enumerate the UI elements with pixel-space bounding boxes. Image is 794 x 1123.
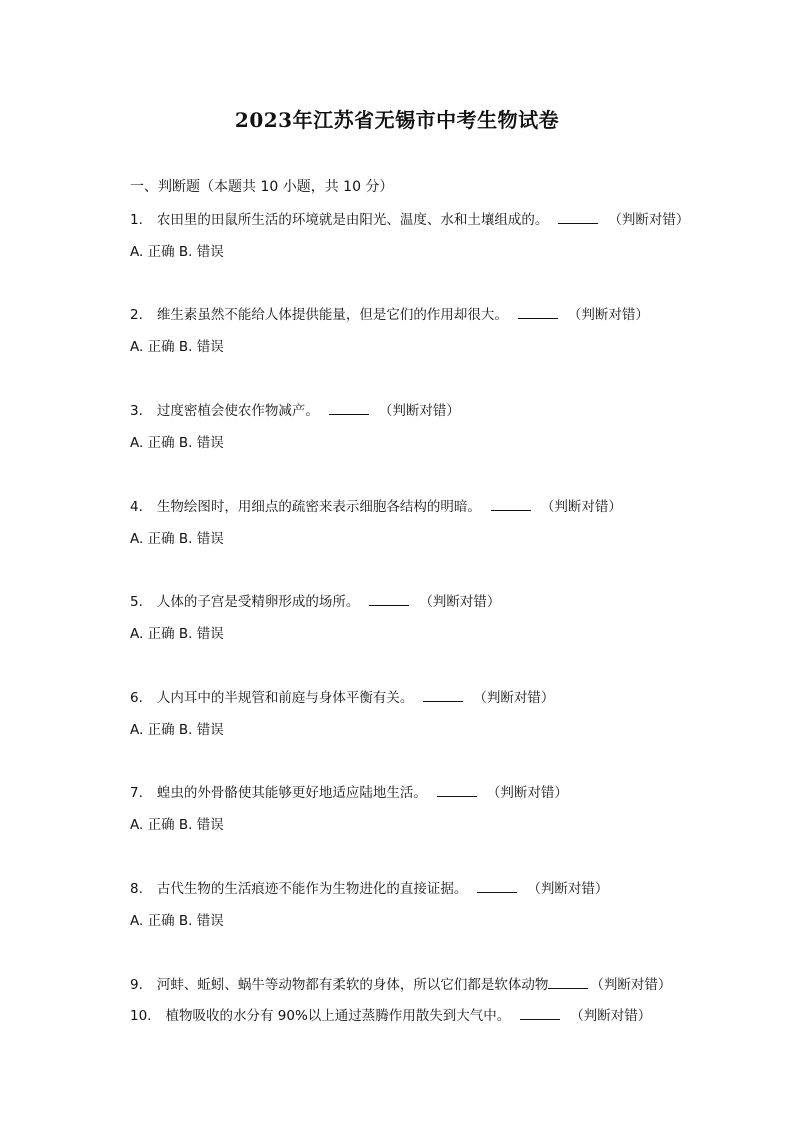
judge-tag: （判断对错） (486, 785, 568, 801)
answer-blank[interactable] (477, 880, 517, 893)
judge-tag: （判断对错） (378, 403, 460, 419)
answer-blank[interactable] (423, 689, 463, 702)
question-text: 人体的子宫是受精卵形成的场所。 (156, 594, 360, 610)
exam-title: 2023年江苏省无锡市中考生物试卷 (234, 108, 560, 132)
question-number: 7. (130, 785, 143, 801)
question-number: 2. (130, 307, 143, 323)
question-4 (130, 495, 622, 515)
question-number: 6. (130, 690, 143, 706)
question-9 (130, 973, 671, 993)
answer-blank[interactable] (520, 1007, 560, 1020)
question-text: 生物绘图时，用细点的疏密来表示细胞各结构的明暗。 (156, 499, 481, 515)
question-number: 1. (130, 212, 143, 228)
answer-blank[interactable] (548, 976, 588, 989)
judge-tag: （判断对错） (540, 499, 622, 515)
question-text: 河蚌、蚯蚓、蜗牛等动物都有柔软的身体，所以它们都是软体动物 (156, 977, 549, 993)
answer-blank[interactable] (491, 498, 531, 511)
question-text: 人内耳中的半规管和前庭与身体平衡有关。 (156, 690, 414, 706)
answer-options: A. 正确 B. 错误 (130, 913, 224, 929)
answer-blank[interactable] (369, 593, 409, 606)
question-number: 8. (130, 881, 143, 897)
question-number: 4. (130, 499, 143, 515)
answer-options: A. 正确 B. 错误 (130, 339, 224, 355)
question-8 (130, 877, 608, 897)
answer-blank[interactable] (329, 402, 369, 415)
answer-options: A. 正确 B. 错误 (130, 722, 224, 738)
answer-options: A. 正确 B. 错误 (130, 244, 224, 260)
question-10 (130, 1004, 651, 1024)
answer-options: A. 正确 B. 错误 (130, 817, 224, 833)
question-7 (130, 781, 568, 801)
judge-tag: （判断对错） (473, 690, 555, 706)
judge-tag: （判断对错） (570, 1008, 652, 1024)
question-text: 过度密植会使农作物减产。 (156, 403, 319, 419)
answer-blank[interactable] (558, 211, 598, 224)
question-1 (130, 208, 689, 228)
question-text: 维生素虽然不能给人体提供能量，但是它们的作用却很大。 (156, 307, 508, 323)
question-6 (130, 686, 554, 706)
answer-options: A. 正确 B. 错误 (130, 435, 224, 451)
section-heading: 一、判断题（本题共 10 小题，共 10 分） (130, 179, 394, 195)
judge-tag: （判断对错） (419, 594, 501, 610)
question-number: 3. (130, 403, 143, 419)
question-5 (130, 590, 500, 610)
answer-options: A. 正确 B. 错误 (130, 531, 224, 547)
question-text: 植物吸收的水分有 90%以上通过蒸腾作用散失到大气中。 (165, 1008, 511, 1024)
question-text: 古代生物的生活痕迹不能作为生物进化的直接证据。 (156, 881, 468, 897)
question-3 (130, 399, 460, 419)
judge-tag: （判断对错） (590, 977, 672, 993)
question-number: 9. (130, 977, 143, 993)
question-text: 蝗虫的外骨骼使其能够更好地适应陆地生活。 (156, 785, 427, 801)
question-2 (130, 303, 649, 323)
question-number: 5. (130, 594, 143, 610)
question-text: 农田里的田鼠所生活的环境就是由阳光、温度、水和土壤组成的。 (156, 212, 549, 228)
answer-blank[interactable] (437, 784, 477, 797)
answer-options: A. 正确 B. 错误 (130, 626, 224, 642)
judge-tag: （判断对错） (608, 212, 690, 228)
judge-tag: （判断对错） (527, 881, 609, 897)
judge-tag: （判断对错） (567, 307, 649, 323)
question-number: 10. (130, 1008, 152, 1024)
answer-blank[interactable] (518, 306, 558, 319)
